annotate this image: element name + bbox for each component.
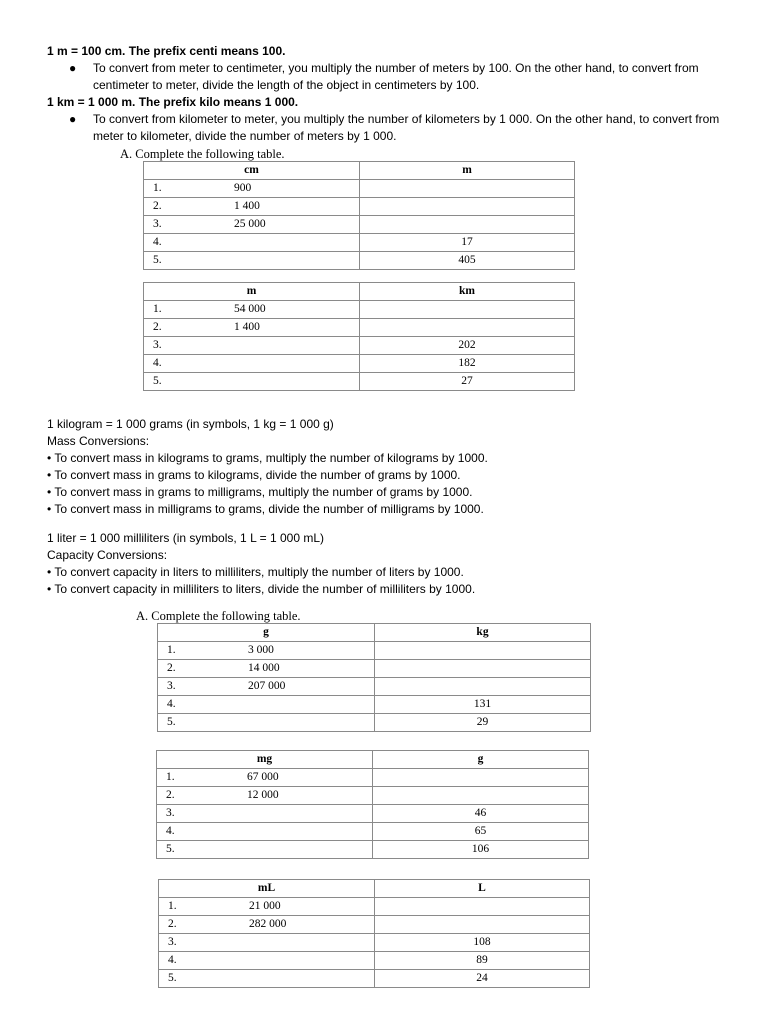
second-column-value: [360, 319, 575, 337]
mass-conversions-heading: Mass Conversions:: [47, 434, 150, 448]
first-column-cell: [144, 198, 360, 216]
second-column-value: 405: [360, 252, 575, 270]
row-number: 4.: [153, 357, 162, 369]
table-row: [157, 823, 589, 841]
table-row: [157, 841, 589, 859]
column-header: mg: [157, 751, 373, 769]
bullet-icon: ●: [69, 112, 77, 126]
column-header: m: [360, 162, 575, 180]
table-header-row: [159, 880, 590, 898]
table-row: [144, 319, 575, 337]
second-column-value: 131: [375, 696, 591, 714]
second-column-value: [375, 642, 591, 660]
second-column-value: 27: [360, 373, 575, 391]
first-column-cell: [159, 952, 375, 970]
column-header: kg: [375, 624, 591, 642]
second-column-value: 89: [375, 952, 590, 970]
mg-g-table: [156, 750, 589, 859]
second-column-value: [360, 180, 575, 198]
bullet-icon: ●: [69, 61, 77, 75]
second-column-value: [375, 678, 591, 696]
mass-bullet-2: • To convert mass in grams to kilograms, divide the number of grams by 1000.: [47, 468, 461, 482]
table-row: [159, 952, 590, 970]
second-column-value: 17: [360, 234, 575, 252]
row-number: 3.: [167, 680, 176, 692]
second-column-value: [360, 198, 575, 216]
mass-bullet-4: • To convert mass in milligrams to grams, divide the number of milligrams by 1000.: [47, 502, 484, 516]
row-number: 5.: [166, 843, 175, 855]
m-km-table: [143, 282, 575, 391]
first-column-cell: [157, 805, 373, 823]
mass-section: [47, 416, 737, 518]
first-column-cell: [159, 934, 375, 952]
second-column-value: [373, 769, 589, 787]
table-row: [157, 787, 589, 805]
table-row: [158, 696, 591, 714]
row-number: 5.: [153, 254, 162, 266]
g-kg-table: [157, 623, 591, 732]
mass-table-caption: A. Complete the following table.: [136, 609, 301, 623]
row-number: 4.: [168, 954, 177, 966]
row-number: 3.: [153, 218, 162, 230]
meter-centimeter-text: To convert from meter to centimeter, you multiply the number of meters by 100. On the other hand, to convert from centimeter to meter, divide the length of the object in centimeters by 100.: [93, 61, 699, 92]
table-row: [159, 934, 590, 952]
liter-definition: 1 liter = 1 000 milliliters (in symbols, 1 L = 1 000 mL): [47, 531, 325, 545]
row-number: 1.: [153, 182, 162, 194]
table-row: [158, 714, 591, 732]
row-number: 4.: [166, 825, 175, 837]
column-header: L: [375, 880, 590, 898]
first-column-cell: [158, 696, 375, 714]
table-row: [159, 970, 590, 988]
length-table-caption: A. Complete the following table.: [120, 147, 285, 161]
row-number: 2.: [153, 200, 162, 212]
meter-centimeter-bullet: [47, 60, 737, 94]
first-column-value: 1 400: [234, 200, 260, 212]
kilogram-definition: 1 kilogram = 1 000 grams (in symbols, 1 kg = 1 000 g): [47, 417, 334, 431]
table-row: [144, 337, 575, 355]
table-row: [159, 916, 590, 934]
second-column-value: [375, 660, 591, 678]
table-header-row: [144, 283, 575, 301]
ml-l-table: [158, 879, 590, 988]
first-column-cell: [157, 841, 373, 859]
first-column-cell: [144, 319, 360, 337]
table-row: [144, 252, 575, 270]
row-number: 2.: [153, 321, 162, 333]
table-header-row: [157, 751, 589, 769]
table-row: [144, 355, 575, 373]
second-column-value: [360, 216, 575, 234]
kilometer-meter-text: To convert from kilometer to meter, you multiply the number of kilometers by 1 000. On the other hand, to convert from meter to kilometer, divide the number of meters by 1 000.: [93, 112, 720, 143]
first-column-cell: [157, 769, 373, 787]
second-column-value: [375, 916, 590, 934]
first-column-cell: [158, 642, 375, 660]
table-row: [144, 301, 575, 319]
mass-bullet-3: • To convert mass in grams to milligrams, multiply the number of grams by 1000.: [47, 485, 473, 499]
row-number: 3.: [166, 807, 175, 819]
meter-centimeter-heading: 1 m = 100 cm. The prefix centi means 100.: [47, 44, 286, 58]
first-column-value: 282 000: [249, 918, 287, 930]
table-row: [158, 642, 591, 660]
first-column-value: 54 000: [234, 303, 266, 315]
row-number: 3.: [168, 936, 177, 948]
table-row: [144, 216, 575, 234]
table-row: [158, 660, 591, 678]
length-section: [47, 43, 737, 145]
capacity-bullet-2: • To convert capacity in milliliters to liters, divide the number of milliliters by 1000.: [47, 582, 476, 596]
table-header-row: [158, 624, 591, 642]
first-column-cell: [144, 234, 360, 252]
kilometer-meter-heading: 1 km = 1 000 m. The prefix kilo means 1 000.: [47, 95, 299, 109]
first-column-value: 67 000: [247, 771, 279, 783]
second-column-value: 108: [375, 934, 590, 952]
second-column-value: 24: [375, 970, 590, 988]
table-row: [157, 805, 589, 823]
first-column-cell: [159, 970, 375, 988]
second-column-value: 46: [373, 805, 589, 823]
first-column-value: 14 000: [248, 662, 280, 674]
row-number: 5.: [153, 375, 162, 387]
capacity-section: [47, 530, 737, 598]
first-column-cell: [159, 916, 375, 934]
table-row: [159, 898, 590, 916]
table-row: [157, 769, 589, 787]
capacity-conversions-heading: Capacity Conversions:: [47, 548, 168, 562]
first-column-cell: [157, 823, 373, 841]
table-header-row: [144, 162, 575, 180]
table-row: [144, 234, 575, 252]
row-number: 2.: [168, 918, 177, 930]
second-column-value: 106: [373, 841, 589, 859]
first-column-value: 25 000: [234, 218, 266, 230]
first-column-cell: [144, 373, 360, 391]
first-column-cell: [144, 216, 360, 234]
row-number: 2.: [166, 789, 175, 801]
row-number: 1.: [168, 900, 177, 912]
row-number: 4.: [153, 236, 162, 248]
second-column-value: 29: [375, 714, 591, 732]
first-column-cell: [159, 898, 375, 916]
table-row: [144, 198, 575, 216]
kilometer-meter-bullet: [47, 111, 737, 145]
column-header: mL: [159, 880, 375, 898]
capacity-bullet-1: • To convert capacity in liters to milliliters, multiply the number of liters by 1000.: [47, 565, 464, 579]
column-header: g: [158, 624, 375, 642]
row-number: 4.: [167, 698, 176, 710]
table-row: [144, 373, 575, 391]
first-column-cell: [158, 660, 375, 678]
first-column-cell: [144, 337, 360, 355]
column-header: km: [360, 283, 575, 301]
table-row: [158, 678, 591, 696]
first-column-value: 12 000: [247, 789, 279, 801]
second-column-value: [375, 898, 590, 916]
cm-m-table: [143, 161, 575, 270]
mass-bullet-1: • To convert mass in kilograms to grams, multiply the number of kilograms by 1000.: [47, 451, 488, 465]
first-column-value: 207 000: [248, 680, 286, 692]
row-number: 1.: [167, 644, 176, 656]
row-number: 1.: [153, 303, 162, 315]
row-number: 5.: [167, 716, 176, 728]
first-column-value: 21 000: [249, 900, 281, 912]
first-column-cell: [157, 787, 373, 805]
first-column-cell: [158, 714, 375, 732]
first-column-cell: [144, 180, 360, 198]
second-column-value: [360, 301, 575, 319]
column-header: cm: [144, 162, 360, 180]
first-column-value: 1 400: [234, 321, 260, 333]
first-column-cell: [144, 252, 360, 270]
first-column-cell: [144, 301, 360, 319]
row-number: 2.: [167, 662, 176, 674]
column-header: g: [373, 751, 589, 769]
table-row: [144, 180, 575, 198]
first-column-value: 900: [234, 182, 252, 194]
first-column-value: 3 000: [248, 644, 274, 656]
row-number: 5.: [168, 972, 177, 984]
first-column-cell: [144, 355, 360, 373]
second-column-value: [373, 787, 589, 805]
column-header: m: [144, 283, 360, 301]
first-column-cell: [158, 678, 375, 696]
row-number: 3.: [153, 339, 162, 351]
row-number: 1.: [166, 771, 175, 783]
second-column-value: 182: [360, 355, 575, 373]
second-column-value: 65: [373, 823, 589, 841]
second-column-value: 202: [360, 337, 575, 355]
